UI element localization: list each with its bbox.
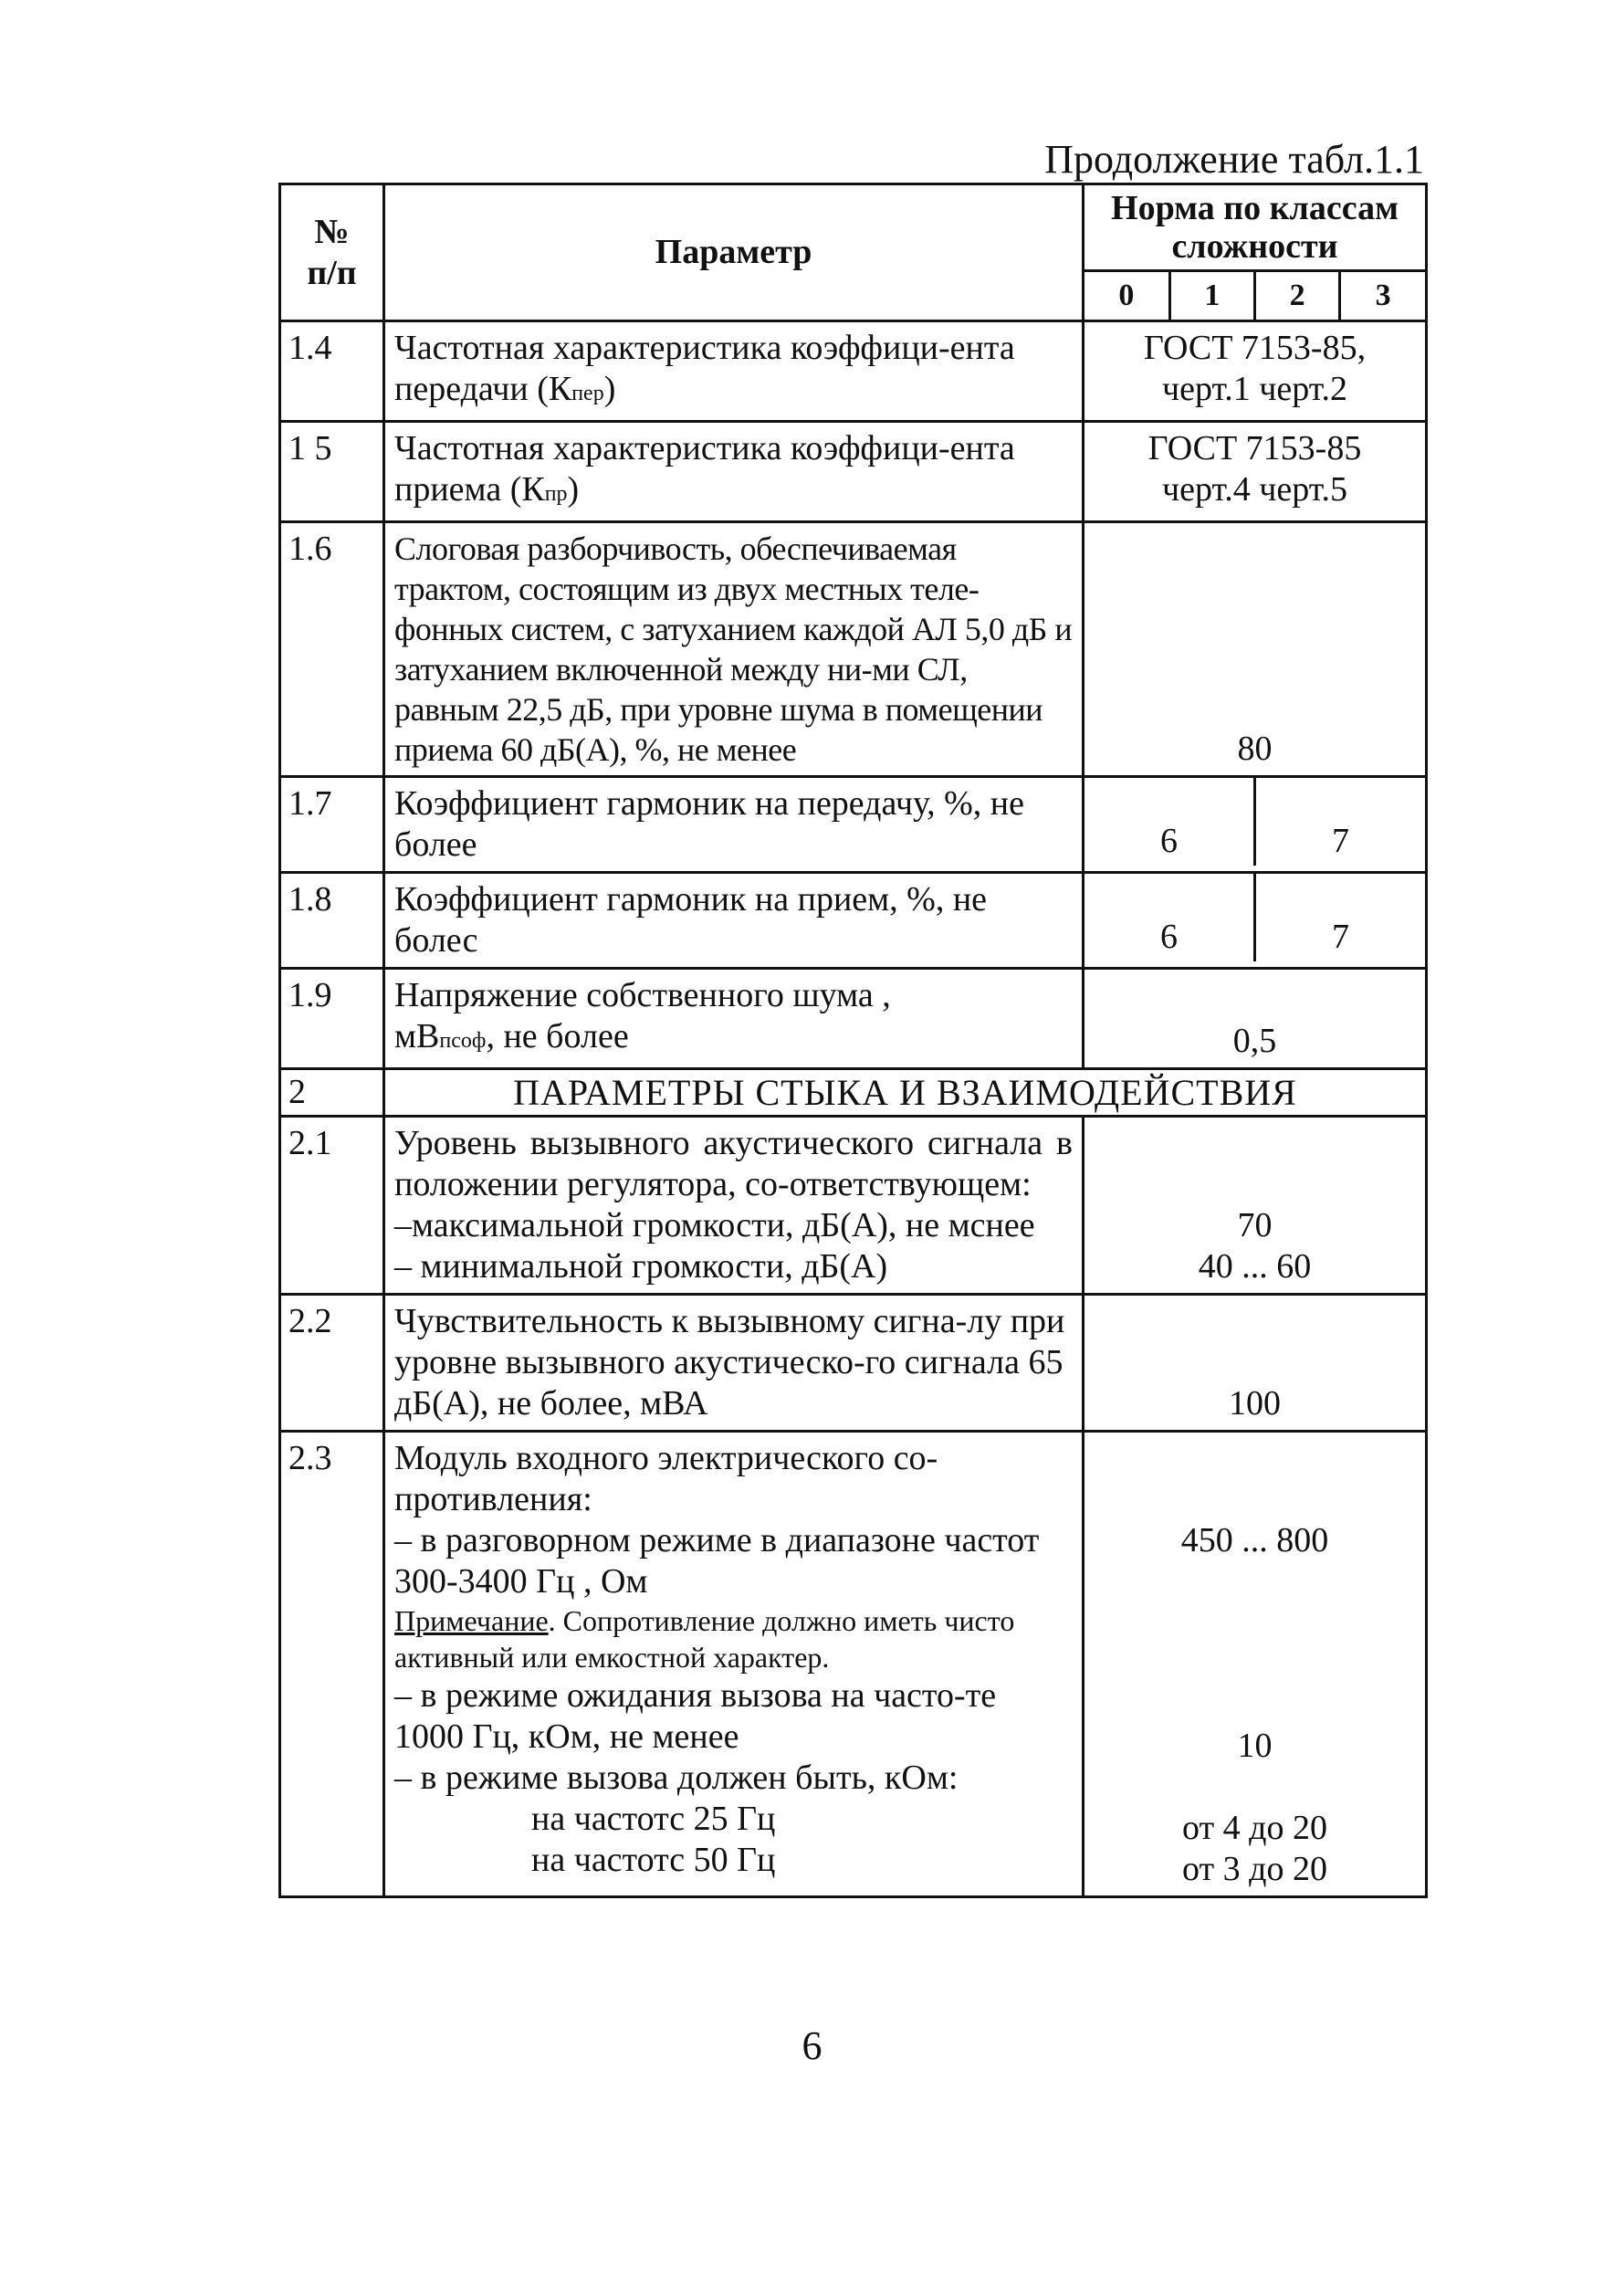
table-row [280, 1295, 1427, 1432]
row-norm [1084, 777, 1427, 873]
section-title: ПАРАМЕТРЫ СТЫКА И ВЗАИМОДЕЙСТВИЯ [384, 1069, 1427, 1117]
param-line: – в режиме вызова должен быть, кОм: [394, 1759, 959, 1797]
param-note [394, 1602, 1073, 1675]
row-parameter: Слоговая разборчивость, обеспечиваемая трактом, состоящим из двух местных теле-фонных систем, с затуханием каждой АЛ 5,0 дБ и затуханием включенной между ни-ми СЛ, равным 22,5 дБ, при уровне шума в помещении приема 60 дБ(А), %, не менее [384, 522, 1084, 777]
table-header-row [280, 184, 1427, 321]
table-row [280, 1117, 1427, 1295]
norm-value: от 3 до 20 [1182, 1850, 1327, 1888]
row-norm: ГОСТ 7153-85 черт.4 черт.5 [1084, 422, 1427, 522]
row-parameter: Уровень вызывного акустического сигнала в положении регулятора, со-ответствующем: –максимальной громкости, дБ(А), не мснее – минимальной громкости, дБ(А) [384, 1117, 1084, 1295]
table-row [280, 321, 1427, 422]
param-line: – в режиме ожидания вызова на часто-те 1000 Гц, кОм, не менее [394, 1676, 997, 1756]
norm-class-0-1: 6 [1084, 874, 1256, 961]
row-parameter: Коэффициент гармоник на передачу, %, не более [384, 777, 1084, 873]
header-param: Параметр [384, 184, 1084, 321]
row-number: 2 [280, 1069, 384, 1117]
norm-value: от 4 до 20 [1182, 1809, 1327, 1847]
row-norm: 0,5 [1084, 969, 1427, 1069]
row-number: 1.7 [280, 777, 384, 873]
row-number: 1.8 [280, 873, 384, 969]
row-norm [1084, 873, 1427, 969]
table-row [280, 522, 1427, 777]
row-norm: ГОСТ 7153-85, черт.1 черт.2 [1084, 321, 1427, 422]
class-numbers [1084, 269, 1425, 320]
norm-class-2-3: 7 [1332, 918, 1349, 956]
table-row [280, 422, 1427, 522]
row-number: 2.2 [280, 1295, 384, 1432]
section-row [280, 1069, 1427, 1117]
row-parameter: Напряжение собственного шума , мВпсоф, не более [384, 969, 1084, 1069]
norm-class-2-3: 7 [1332, 822, 1349, 860]
row-norm: 100 [1084, 1295, 1427, 1432]
row-number: 1.4 [280, 321, 384, 422]
header-norm [1084, 184, 1427, 321]
row-parameter: Частотная характеристика коэффици-ента передачи (Кпер) [384, 321, 1084, 422]
table-row [280, 777, 1427, 873]
class-0: 0 [1084, 271, 1169, 320]
class-1: 1 [1169, 271, 1254, 320]
note-label: Примечание [394, 1604, 549, 1637]
table-row [280, 873, 1427, 969]
parameters-table [278, 183, 1428, 1898]
row-parameter: Чувствительность к вызывному сигна-лу при уровне вызывного акустическо-го сигнала 65 дБ(А), не более, мВА [384, 1295, 1084, 1432]
table-row [280, 1432, 1427, 1897]
header-num: № п/п [280, 184, 384, 321]
row-norm: 80 [1084, 522, 1427, 777]
param-line: Модуль входного электрического со-противления: [394, 1439, 938, 1518]
class-3: 3 [1340, 271, 1425, 320]
row-number: 2.1 [280, 1117, 384, 1295]
param-line: – в разговорном режиме в диапазоне частот 300-3400 Гц , Ом [394, 1521, 1040, 1601]
row-number: 2.3 [280, 1432, 384, 1897]
row-parameter: Частотная характеристика коэффици-ента приема (Кпр) [384, 422, 1084, 522]
row-norm [1084, 1432, 1427, 1897]
note-text: . Сопротивление должно иметь чисто активный или емкостной характер. [394, 1604, 1015, 1674]
row-number: 1 5 [280, 422, 384, 522]
class-2: 2 [1255, 271, 1340, 320]
param-line: на частотс 50 Гц [531, 1841, 776, 1879]
row-parameter: Коэффициент гармоник на прием, %, не болес [384, 873, 1084, 969]
row-number: 1.9 [280, 969, 384, 1069]
param-line: на частотс 25 Гц [531, 1800, 776, 1838]
norm-value: 10 [1237, 1727, 1273, 1765]
norm-class-0-1: 6 [1084, 778, 1256, 866]
row-norm: 70 40 ... 60 [1084, 1117, 1427, 1295]
table-row [280, 969, 1427, 1069]
row-parameter [384, 1432, 1084, 1897]
table-continuation-label: Продолжение табл.1.1 [1044, 137, 1424, 182]
page-number: 6 [802, 2023, 822, 2068]
header-norm-title: Норма по классам сложности [1111, 189, 1399, 266]
row-number: 1.6 [280, 522, 384, 777]
norm-value: 450 ... 800 [1180, 1521, 1329, 1559]
